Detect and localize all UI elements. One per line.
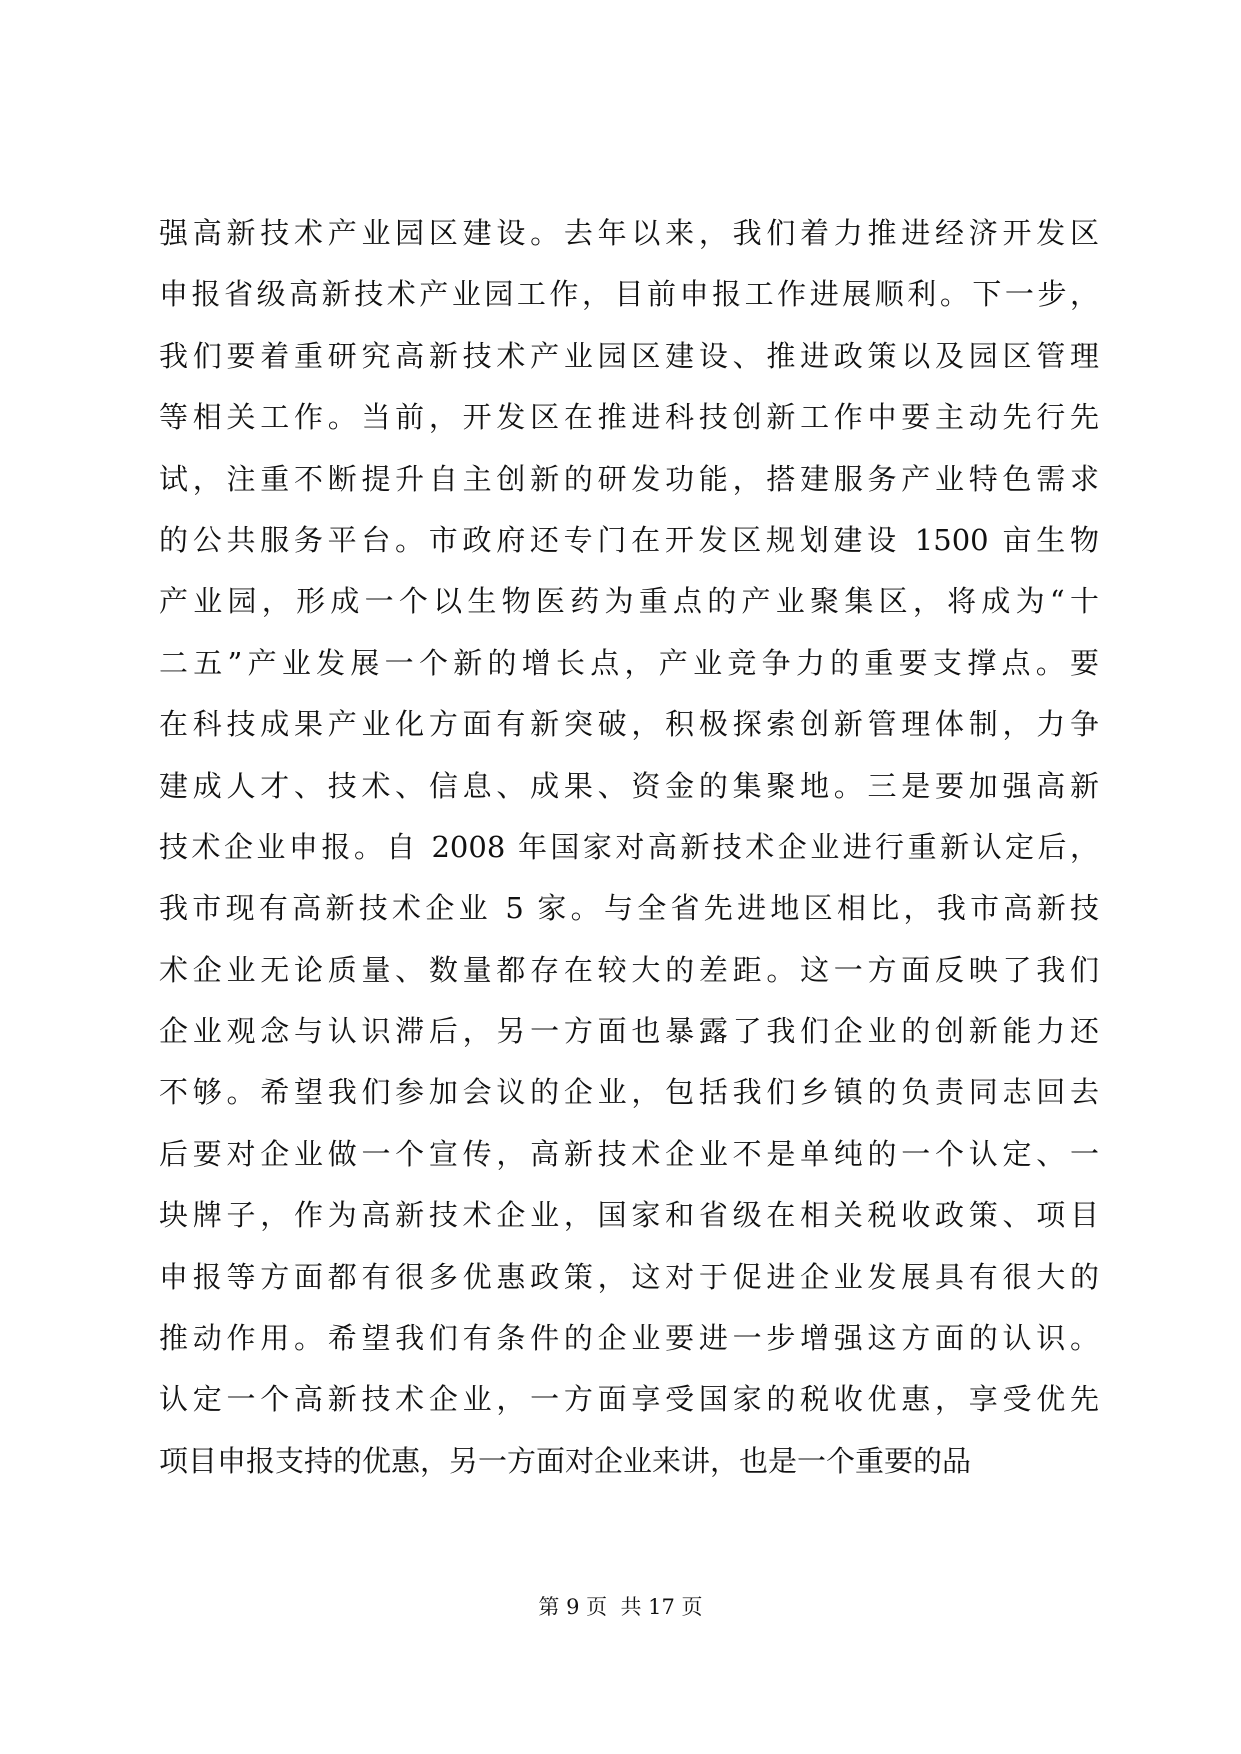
text-line: 的公共服务平台。市政府还专门在开发区规划建设 1500 亩生物 <box>159 522 1099 557</box>
text-line: 不够。希望我们参加会议的企业，包括我们乡镇的负责同志回去 <box>159 1075 1099 1110</box>
text-line: 在科技成果产业化方面有新突破，积极探索创新管理体制，力争 <box>159 707 1099 742</box>
page-footer: 第 9 页 共 17 页 <box>538 1595 703 1619</box>
text-line: 申报省级高新技术产业园工作，目前申报工作进展顺利。下一步， <box>159 277 1099 312</box>
text-line: 产业园，形成一个以生物医药为重点的产业聚集区，将成为“十 <box>159 584 1099 619</box>
text-line: 企业观念与认识滞后，另一方面也暴露了我们企业的创新能力还 <box>159 1014 1099 1049</box>
text-line: 建成人才、技术、信息、成果、资金的集聚地。三是要加强高新 <box>159 768 1099 803</box>
text-line: 认定一个高新技术企业，一方面享受国家的税收优惠，享受优先 <box>159 1382 1099 1417</box>
text-line: 申报等方面都有很多优惠政策，这对于促进企业发展具有很大的 <box>159 1259 1099 1294</box>
text-line: 我市现有高新技术企业 5 家。与全省先进地区相比，我市高新技 <box>159 891 1099 926</box>
body-text <box>159 203 1099 1492</box>
text-line: 等相关工作。当前，开发区在推进科技创新工作中要主动先行先 <box>159 400 1099 435</box>
text-line: 我们要着重研究高新技术产业园区建设、推进政策以及园区管理 <box>159 338 1099 373</box>
text-line: 后要对企业做一个宣传，高新技术企业不是单纯的一个认定、一 <box>159 1136 1099 1171</box>
text-line: 块牌子，作为高新技术企业，国家和省级在相关税收政策、项目 <box>159 1198 1099 1233</box>
text-line: 技术企业申报。自 2008 年国家对高新技术企业进行重新认定后， <box>159 829 1099 864</box>
text-line: 强高新技术产业园区建设。去年以来，我们着力推进经济开发区 <box>159 216 1099 250</box>
text-line: 项目申报支持的优惠，另一方面对企业来讲，也是一个重要的品 <box>159 1443 972 1478</box>
text-line: 推动作用。希望我们有条件的企业要进一步增强这方面的认识。 <box>159 1321 1099 1356</box>
text-line: 二五”产业发展一个新的增长点，产业竞争力的重要支撑点。要 <box>159 645 1099 680</box>
text-line: 试，注重不断提升自主创新的研发功能，搭建服务产业特色需求 <box>159 461 1099 496</box>
text-line: 术企业无论质量、数量都存在较大的差距。这一方面反映了我们 <box>159 952 1099 987</box>
